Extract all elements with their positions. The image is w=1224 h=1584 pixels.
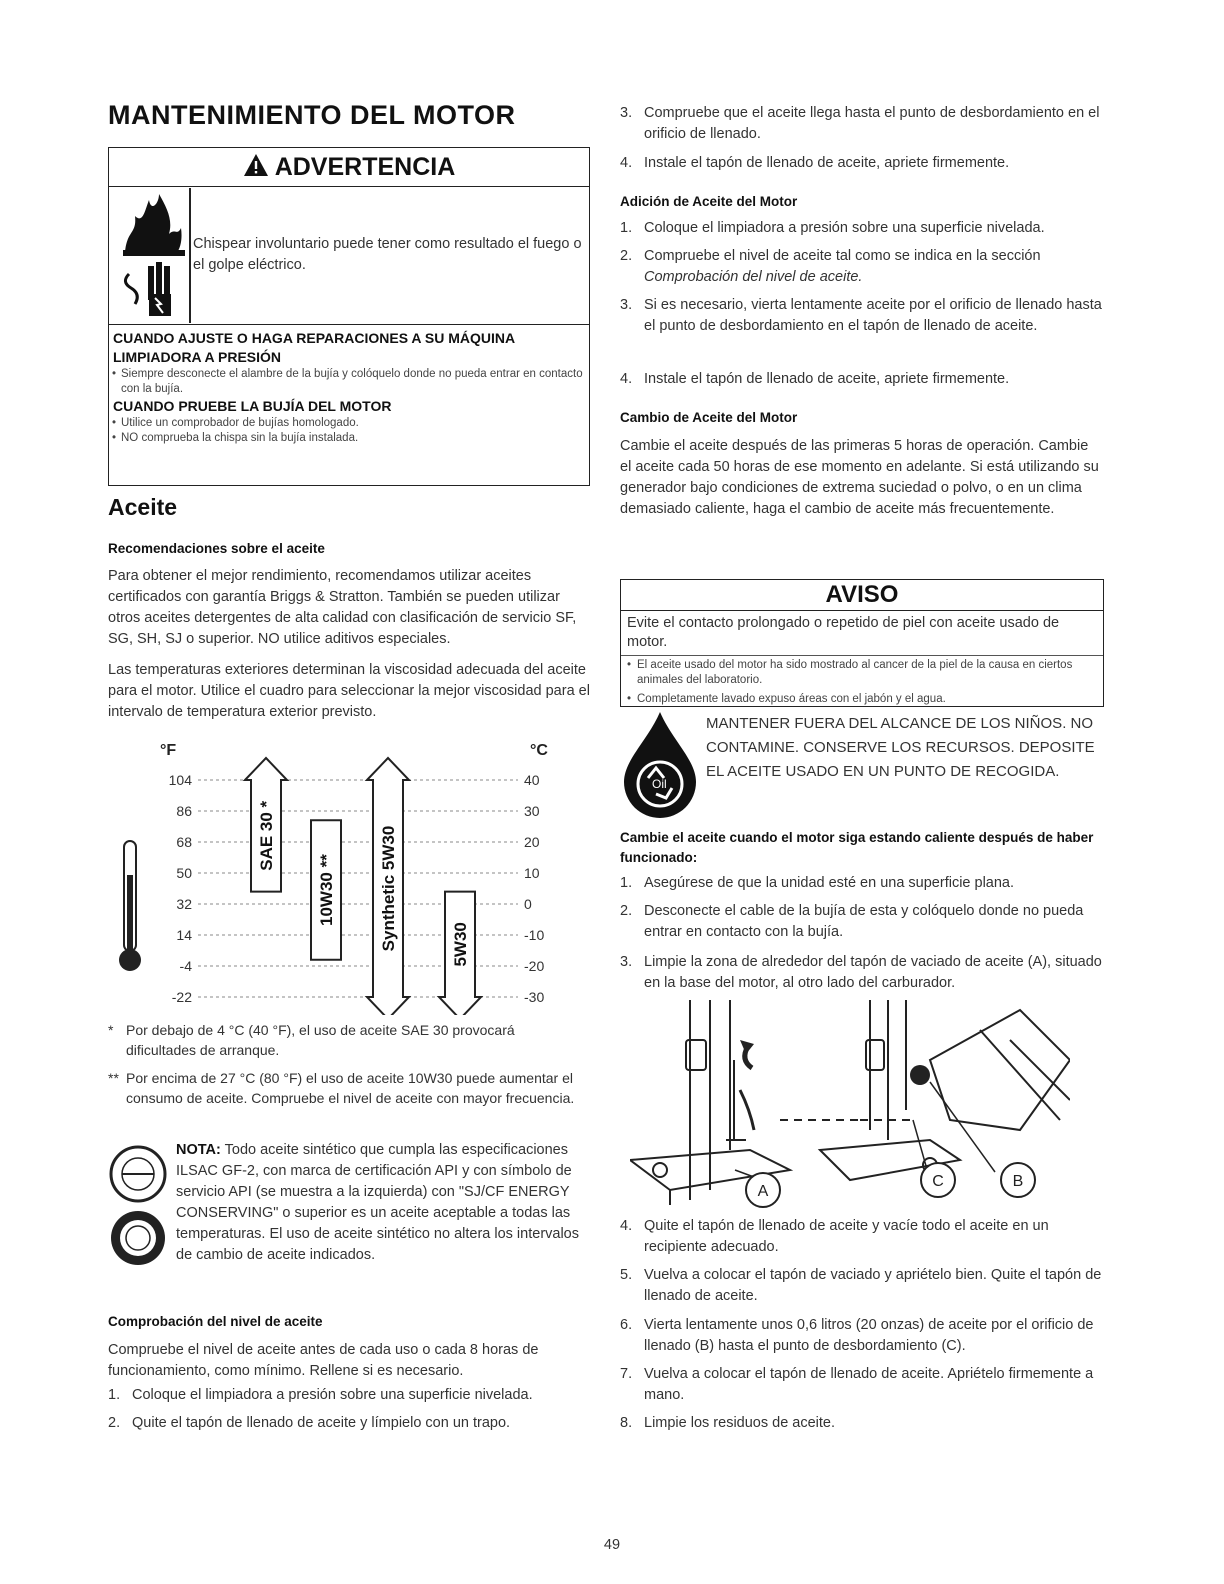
cambio-heading: Cambio de Aceite del Motor xyxy=(620,410,798,425)
warning-section2-bullet: • NO comprueba la chispa sin la bujía instalada. xyxy=(113,431,585,446)
hot-step-3 xyxy=(620,952,1102,994)
hot-step-6 xyxy=(620,1315,1102,1357)
chart-tick-c: 30 xyxy=(524,803,540,819)
recycle-oil-icon xyxy=(620,710,700,820)
footnote-2-text: Por encima de 27 °C (80 °F) el uso de aceite 10W30 puede aumentar el consumo de aceite. Compruebe el nivel de aceite con mayor frecuencia. xyxy=(126,1070,575,1106)
viscosity-chart xyxy=(108,735,592,1015)
step-reference: Comprobación del nivel de aceite. xyxy=(644,269,863,285)
step-text: Desconecte el cable de la bujía de esta y colóquelo donde no pueda entrar en contacto con la bujía. xyxy=(644,903,1084,940)
step-number: 1. xyxy=(620,220,633,236)
check-step-2 xyxy=(108,1413,592,1434)
step-text: Compruebe el nivel de aceite tal como se indica en la sección xyxy=(644,248,1041,264)
hot-step-7 xyxy=(620,1364,1102,1406)
chart-tick-f: 104 xyxy=(168,772,192,788)
chart-tick-f: 14 xyxy=(176,927,192,943)
step-text: Vierta lentamente unos 0,6 litros (20 onzas) de aceite por el orificio de llenado (B) hasta el punto de desbordamiento (C). xyxy=(644,1317,1094,1354)
footnote-1-text: Por debajo de 4 °C (40 °F), el uso de aceite SAE 30 provocará dificultades de arranque. xyxy=(126,1022,515,1058)
step-number: 3. xyxy=(620,297,633,313)
chart-bar-label: 5W30 xyxy=(451,922,470,967)
warning-header xyxy=(109,148,589,187)
callout-c: C xyxy=(932,1173,944,1190)
step-number: 4. xyxy=(620,371,633,387)
chart-bar-label: 10W30 ** xyxy=(317,854,336,926)
recycle-text: MANTENER FUERA DEL ALCANCE DE LOS NIÑOS. NO CONTAMINE. CONSERVE LOS RECURSOS. DEPOSITE EL ACEITE USADO EN UN PUNTO DE RECOGIDA. xyxy=(706,715,1095,780)
step-text: Compruebe que el aceite llega hasta el punto de desbordamiento en el orificio de llenado. xyxy=(644,105,1100,142)
nota-label: NOTA: xyxy=(176,1142,221,1158)
chart-tick-f: 86 xyxy=(176,803,192,819)
step-text: Limpie los residuos de aceite. xyxy=(644,1415,836,1431)
hot-step-5 xyxy=(620,1265,1102,1307)
step-number: 4. xyxy=(620,155,633,171)
unit-fahrenheit-label: °F xyxy=(160,742,177,759)
adicion-step-3 xyxy=(620,295,1102,337)
aviso-box xyxy=(620,579,1104,707)
step-number: 3. xyxy=(620,105,633,121)
step-number: 1. xyxy=(108,1387,121,1403)
adicion-step-4 xyxy=(620,369,1102,390)
footnote-2-mark: ** xyxy=(108,1070,119,1086)
chart-tick-c: 0 xyxy=(524,896,532,912)
warning-section1-bullet: • Siempre desconecte el alambre de la bujía y colóquelo donde no pueda entrar en contacto con la bujía. xyxy=(113,367,585,397)
aviso-title: AVISO xyxy=(621,580,1103,611)
cambio-paragraph: Cambie el aceite después de las primeras 5 horas de operación. Cambie el aceite cada 50 horas de ese momento en adelante. Si está utilizando su generador bajo condiciones de extrema suciedad o polvo, o en un clima demasiado caliente, haga el cambio de aceite más frecuentemente. xyxy=(620,438,1099,517)
chart-bar-label: SAE 30 * xyxy=(257,800,276,871)
rec-paragraph-2: Las temperaturas exteriores determinan la viscosidad adecuada del aceite para el motor. Utilice el cuadro para seleccionar la mejor viscosidad para el intervalo de temperatura exterior previsto. xyxy=(108,662,590,720)
step-text: Quite el tapón de llenado de aceite y vacíe todo el aceite en un recipiente adecuado. xyxy=(644,1218,1049,1255)
chart-tick-c: -30 xyxy=(524,989,545,1005)
fire-shock-icon xyxy=(115,190,191,320)
step-number: 1. xyxy=(620,875,633,891)
nota-text: Todo aceite sintético que cumpla las especificaciones ILSAC GF-2, con marca de certificación API y con símbolo de servicio API (se muestra a la izquierda) con "SJ/CF ENERGY CONSERVING" o superior es un aceite aceptable a todas las temperaturas. El uso de aceite sintético no altera los intervalos de cambio de aceite indicados. xyxy=(176,1142,579,1263)
chart-tick-c: 20 xyxy=(524,834,540,850)
warning-title: ADVERTENCIA xyxy=(274,153,456,181)
nota-paragraph xyxy=(176,1140,592,1266)
footnote-2 xyxy=(108,1068,578,1108)
hot-step-2 xyxy=(620,901,1102,943)
warning-triangle-icon xyxy=(243,153,269,177)
page-number: 49 xyxy=(603,1537,621,1553)
aceite-heading: Aceite xyxy=(108,494,178,520)
chart-bar xyxy=(245,758,287,892)
warning-separator xyxy=(189,188,191,323)
check-heading: Comprobación del nivel de aceite xyxy=(108,1314,323,1329)
chart-tick-c: 10 xyxy=(524,865,540,881)
step-text: Si es necesario, vierta lentamente aceite por el orificio de llenado hasta el punto de desbordamiento en el tapón de llenado de aceite. xyxy=(644,297,1102,334)
hot-step-8 xyxy=(620,1413,1102,1434)
step-number: 2. xyxy=(620,903,633,919)
hot-heading: Cambie el aceite cuando el motor siga estando caliente después de haber funcionado: xyxy=(620,830,1094,865)
adicion-step-2 xyxy=(620,246,1102,288)
step-number: 7. xyxy=(620,1366,633,1382)
step-text: Coloque el limpiadora a presión sobre una superficie nivelada. xyxy=(644,220,1045,236)
chart-tick-f: 68 xyxy=(176,834,192,850)
warning-section1-heading: CUANDO AJUSTE O HAGA REPARACIONES A SU MÁQUINA LIMPIADORA A PRESIÓN xyxy=(113,330,515,365)
footnote-1 xyxy=(108,1020,578,1060)
oil-change-illustration xyxy=(630,1000,1070,1210)
rec-paragraph-1: Para obtener el mejor rendimiento, recomendamos utilizar aceites certificados con garantía Briggs & Stratton. También se pueden utilizar otros aceites detergentes de alta calidad con clasificación de servicio SF, SG, SH, SJ o superior. NO utilice aditivos especiales. xyxy=(108,568,577,647)
warning-box xyxy=(108,147,590,486)
step-number: 4. xyxy=(620,1218,633,1234)
callout-a: A xyxy=(757,1183,769,1200)
chart-bar xyxy=(311,820,341,960)
step-text: Coloque el limpiadora a presión sobre una superficie nivelada. xyxy=(132,1387,533,1403)
chart-tick-c: -20 xyxy=(524,958,545,974)
check-step-4 xyxy=(620,153,1102,174)
footnote-1-mark: * xyxy=(108,1022,114,1038)
chart-tick-f: -22 xyxy=(171,989,192,1005)
api-symbol-icon xyxy=(108,1140,170,1280)
rec-heading: Recomendaciones sobre el aceite xyxy=(108,541,325,556)
step-text: Vuelva a colocar el tapón de vaciado y apriételo bien. Quite el tapón de llenado de aceite. xyxy=(644,1267,1102,1304)
step-number: 6. xyxy=(620,1317,633,1333)
chart-bar xyxy=(367,758,409,1015)
step-number: 2. xyxy=(620,248,633,264)
page-title: MANTENIMIENTO DEL MOTOR xyxy=(108,100,516,130)
thermometer-icon xyxy=(119,841,141,971)
recycle-oil-label: Oil xyxy=(652,777,667,791)
aviso-bullet: • El aceite usado del motor ha sido mostrado al cancer de la piel de la causa en ciertos animales del laboratorio. xyxy=(621,656,1103,690)
step-text: Quite el tapón de llenado de aceite y límpielo con un trapo. xyxy=(132,1415,511,1431)
warning-section2-heading: CUANDO PRUEBE LA BUJÍA DEL MOTOR xyxy=(113,398,392,414)
step-number: 5. xyxy=(620,1267,633,1283)
warning-text: Chispear involuntario puede tener como resultado el fuego o el golpe eléctrico. xyxy=(193,236,582,273)
step-text: Limpie la zona de alrededor del tapón de vaciado de aceite (A), situado en la base del motor, al otro lado del carburador. xyxy=(644,954,1102,991)
step-text: Asegúrese de que la unidad esté en una superficie plana. xyxy=(644,875,1015,891)
step-number: 2. xyxy=(108,1415,121,1431)
step-text: Instale el tapón de llenado de aceite, apriete firmemente. xyxy=(644,371,1010,387)
step-number: 8. xyxy=(620,1415,633,1431)
warning-section2-bullet: • Utilice un comprobador de bujías homologado. xyxy=(113,416,585,431)
chart-bar xyxy=(439,892,481,1015)
chart-tick-c: 40 xyxy=(524,772,540,788)
adicion-heading: Adición de Aceite del Motor xyxy=(620,194,798,209)
aviso-bullet: • Completamente lavado expuso áreas con el jabón y el agua. xyxy=(621,690,1103,709)
step-text: Vuelva a colocar el tapón de llenado de aceite. Apriételo firmemente a mano. xyxy=(644,1366,1094,1403)
check-step-1 xyxy=(108,1385,592,1406)
step-number: 3. xyxy=(620,954,633,970)
callout-b: B xyxy=(1012,1173,1024,1190)
aviso-text: Evite el contacto prolongado o repetido de piel con aceite usado de motor. xyxy=(621,611,1103,656)
chart-tick-f: 32 xyxy=(176,896,192,912)
check-step-3 xyxy=(620,103,1102,145)
warning-body xyxy=(109,324,589,446)
unit-celsius-label: °C xyxy=(530,742,548,759)
chart-tick-f: 50 xyxy=(176,865,192,881)
hot-step-4 xyxy=(620,1216,1102,1258)
chart-tick-c: -10 xyxy=(524,927,545,943)
adicion-step-1 xyxy=(620,218,1102,239)
chart-bar-label: Synthetic 5W30 xyxy=(379,825,398,952)
check-paragraph: Compruebe el nivel de aceite antes de cada uso o cada 8 horas de funcionamiento, como mínimo. Rellene si es necesario. xyxy=(108,1342,539,1379)
chart-tick-f: -4 xyxy=(179,958,192,974)
step-text: Instale el tapón de llenado de aceite, apriete firmemente. xyxy=(644,155,1010,171)
hot-step-1 xyxy=(620,873,1102,894)
